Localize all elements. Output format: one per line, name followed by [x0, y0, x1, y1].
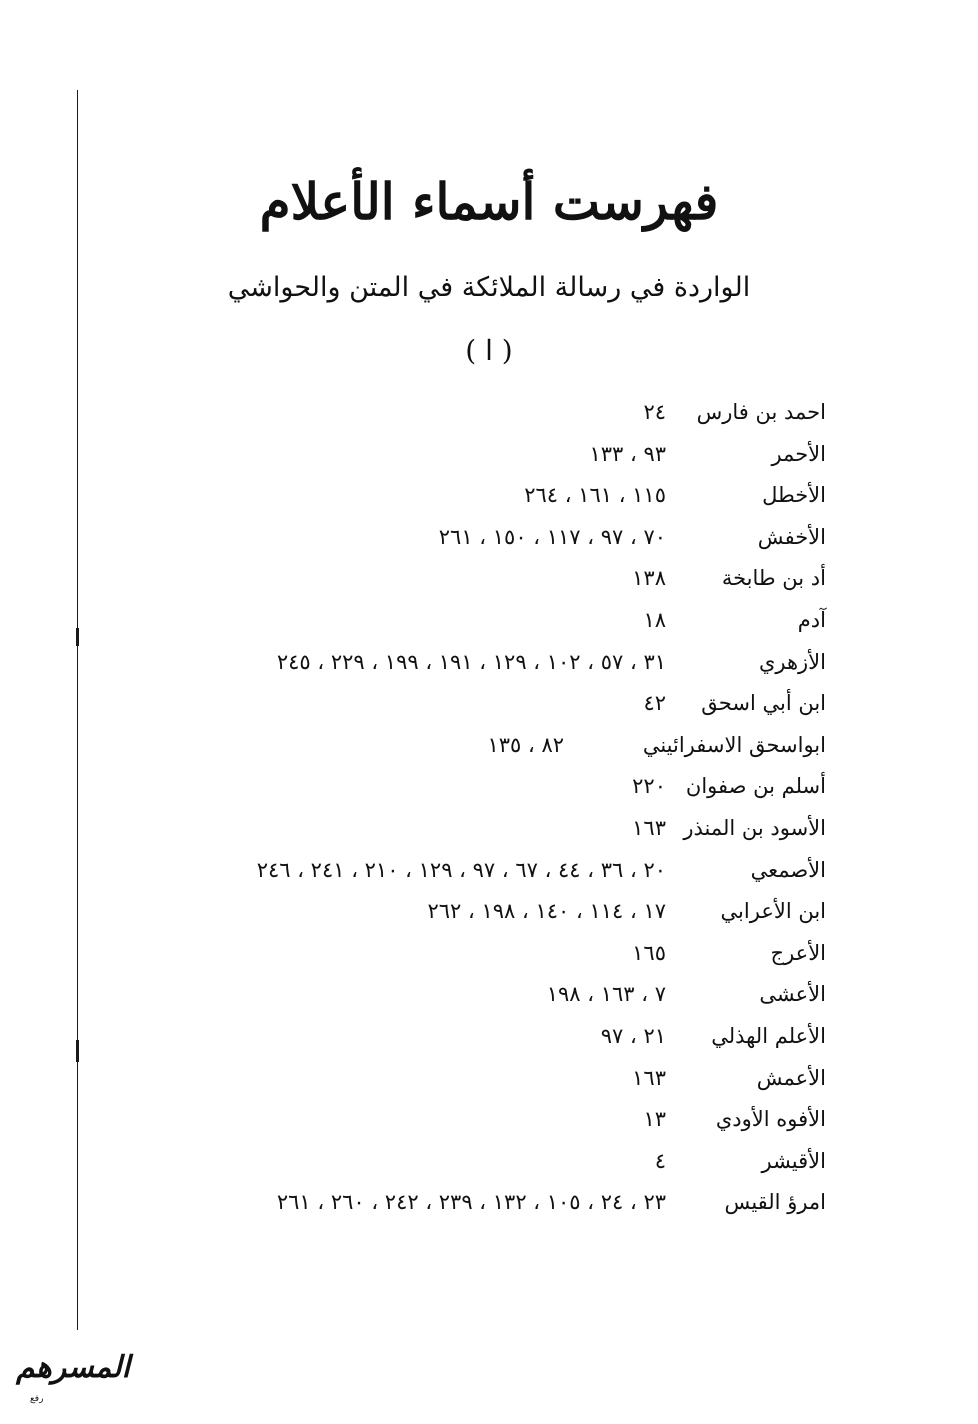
index-entry	[126, 850, 826, 892]
library-stamp	[10, 1348, 142, 1410]
entry-pages: ١٣٨	[632, 566, 666, 591]
entry-pages: ١٦٣	[632, 1065, 666, 1090]
entry-pages: ٧ ، ١٦٣ ، ١٩٨	[546, 982, 666, 1007]
entry-pages: ١٨	[643, 607, 666, 632]
index-entry	[126, 974, 826, 1016]
entry-pages: ١١٥ ، ١٦١ ، ٢٦٤	[524, 483, 666, 508]
entry-name: ابن الأعرابي	[720, 899, 826, 924]
entry-name: الأخفش	[757, 524, 826, 549]
index-entry	[126, 1058, 826, 1100]
index-entry	[126, 1016, 826, 1058]
entry-pages: ٤	[654, 1148, 666, 1173]
entry-pages: ٢٤	[643, 400, 666, 424]
entry-pages: ٢٠ ، ٣٦ ، ٤٤ ، ٦٧ ، ٩٧ ، ١٢٩ ، ٢١٠ ، ٢٤١ ، ٢٤٦	[256, 857, 666, 882]
index-entry	[126, 933, 826, 975]
entry-pages: ٣١ ، ٥٧ ، ١٠٢ ، ١٢٩ ، ١٩١ ، ١٩٩ ، ٢٢٩ ، ٢٤٥	[276, 649, 666, 674]
index-entry	[126, 725, 826, 767]
index-entry	[126, 1099, 826, 1141]
entry-pages: ٢١ ، ٩٧	[600, 1023, 666, 1048]
index-entry	[126, 475, 826, 517]
entry-name: الأزهري	[758, 649, 826, 674]
index-entry	[126, 392, 826, 434]
page-subtitle: الواردة في رسالة الملائكة في المتن والحواشي	[227, 272, 751, 303]
name-index-list	[126, 392, 826, 1224]
entry-name: الأعشى	[759, 982, 826, 1007]
entry-pages: ٢٣ ، ٢٤ ، ١٠٥ ، ١٣٢ ، ٢٣٩ ، ٢٤٢ ، ٢٦٠ ، ٢٦١	[276, 1190, 666, 1215]
entry-name: آدم	[797, 607, 826, 632]
index-entry	[126, 600, 826, 642]
entry-pages: ٧٠ ، ٩٧ ، ١١٧ ، ١٥٠ ، ٢٦١	[438, 524, 666, 549]
index-entry	[126, 642, 826, 684]
entry-pages: ١٣	[643, 1107, 666, 1132]
page-title: فهرست أسماء الأعلام	[259, 172, 719, 231]
index-entry	[126, 517, 826, 559]
entry-name: ابواسحق الاسفرائيني	[642, 732, 826, 757]
entry-name: الأعرج	[770, 940, 826, 965]
stamp-logo-text: المسرهم	[16, 1350, 130, 1385]
entry-pages: ٩٣ ، ١٣٣	[589, 441, 666, 466]
entry-name: الأعلم الهذلي	[711, 1023, 826, 1048]
entry-pages: ١٦٥	[632, 940, 666, 965]
index-entry	[126, 808, 826, 850]
section-letter: ( ا )	[465, 334, 513, 367]
entry-pages: ١٦٣	[632, 815, 666, 840]
binding-mark	[76, 1040, 79, 1062]
entry-pages: ٢٢٠	[632, 774, 666, 799]
index-entry	[126, 683, 826, 725]
binding-mark	[76, 628, 79, 646]
stamp-small-text: رفع	[30, 1394, 44, 1404]
entry-name: امرؤ القيس	[724, 1190, 826, 1215]
entry-pages: ٤٢	[643, 691, 666, 716]
entry-name: الأقيشر	[761, 1148, 826, 1173]
index-entry	[126, 1182, 826, 1224]
entry-name: أد بن طابخة	[721, 566, 826, 591]
entry-pages: ٨٢ ، ١٣٥	[487, 732, 564, 757]
entry-name: الأعمش	[756, 1065, 826, 1090]
entry-name: الأخطل	[762, 483, 826, 508]
entry-name: أسلم بن صفوان	[685, 774, 826, 799]
entry-name: احمد بن فارس	[696, 400, 826, 424]
entry-name: الأسود بن المنذر	[683, 815, 826, 840]
index-entry	[126, 891, 826, 933]
entry-name: ابن أبي اسحق	[701, 691, 826, 716]
entry-name: الأصمعي	[750, 857, 826, 882]
index-entry	[126, 558, 826, 600]
entry-name: الأحمر	[771, 441, 826, 466]
entry-pages: ١٧ ، ١١٤ ، ١٤٠ ، ١٩٨ ، ٢٦٢	[427, 899, 666, 924]
index-entry	[126, 766, 826, 808]
index-entry	[126, 434, 826, 476]
index-entry	[126, 1141, 826, 1183]
entry-name: الأفوه الأودي	[715, 1107, 826, 1132]
